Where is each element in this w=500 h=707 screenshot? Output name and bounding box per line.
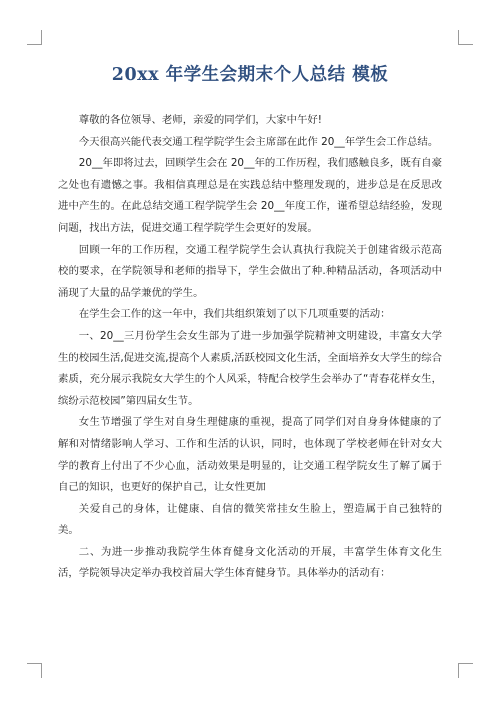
paragraph-activities-lead: 在学生会工作的这一年中，我们共组织策划了以下几项重要的活动：	[78, 308, 391, 321]
document-body	[58, 110, 442, 585]
corner-mark-bottom-right	[458, 663, 473, 678]
corner-mark-top-right	[458, 30, 473, 45]
paragraph-activity-two: 二、为进一步推动我院学生体育健身文化活动的开展，丰富学生体育文化生活，学院领导决定举办我校首届大学生体育健身节。具体举办的活动有：	[58, 545, 442, 580]
paragraph-intro: 今天很高兴能代表交通工程学院学生会主席部在此作 20__年学生会工作总结。	[78, 135, 439, 148]
corner-mark-bottom-left	[27, 663, 42, 678]
paragraph-girls-day-effect: 女生节增强了学生对自身生理健康的重视，提高了同学们对自身身体健康的了解和对情绪影响人学习、工作和生活的认识，同时，也体现了学校老师在针对女大学的教育上付出了不少心血，活动效果是明显的，让交通工程学院女生了解了属于自己的知识，也更好的保护自己，让女性更加	[58, 416, 442, 494]
paragraph-self-care: 关爱自己的身体，让健康、自信的微笑常挂女生脸上，塑造属于自己独特的美。	[58, 502, 442, 537]
document-title: 20xx 年学生会期末个人总结 模板	[111, 65, 389, 85]
paragraph-greeting: 尊敬的各位领导、老师，亲爱的同学们，大家中午好!	[78, 114, 322, 126]
paragraph-review: 回顾一年的工作历程，交通工程学院学生会认真执行我院关于创建省级示范高校的要求，在学院领导和老师的指导下，学生会做出了种.种精品活动，各项活动中涌现了大量的品学兼优的学生。	[58, 243, 442, 299]
paragraph-reflection: 20__年即将过去，回顾学生会在 20__年的工作历程，我们感触良多，既有自豪之处也有遗憾之事。我相信真理总是在实践总结中整理发现的，进步总是在反思改进中产生的。在此总结交通工程学院学生会 20__年度工作，谨希望总结经验，发现问题，找出方法，促进交通工程学院学生会更好的发展。	[58, 157, 442, 234]
corner-mark-top-left	[27, 30, 42, 45]
paragraph-activity-one: 一、20__三月份学生会女生部为了进一步加强学院精神文明建设，丰富女大学生的校园生活,促进交流,提高个人素质,活跃校园文化生活，全面培养女大学生的综合素质，充分展示我院女大学生的个人风采，特配合校学生会举办了“青春花样女生，缤纷示范校园”第四届女生节。	[58, 329, 442, 407]
